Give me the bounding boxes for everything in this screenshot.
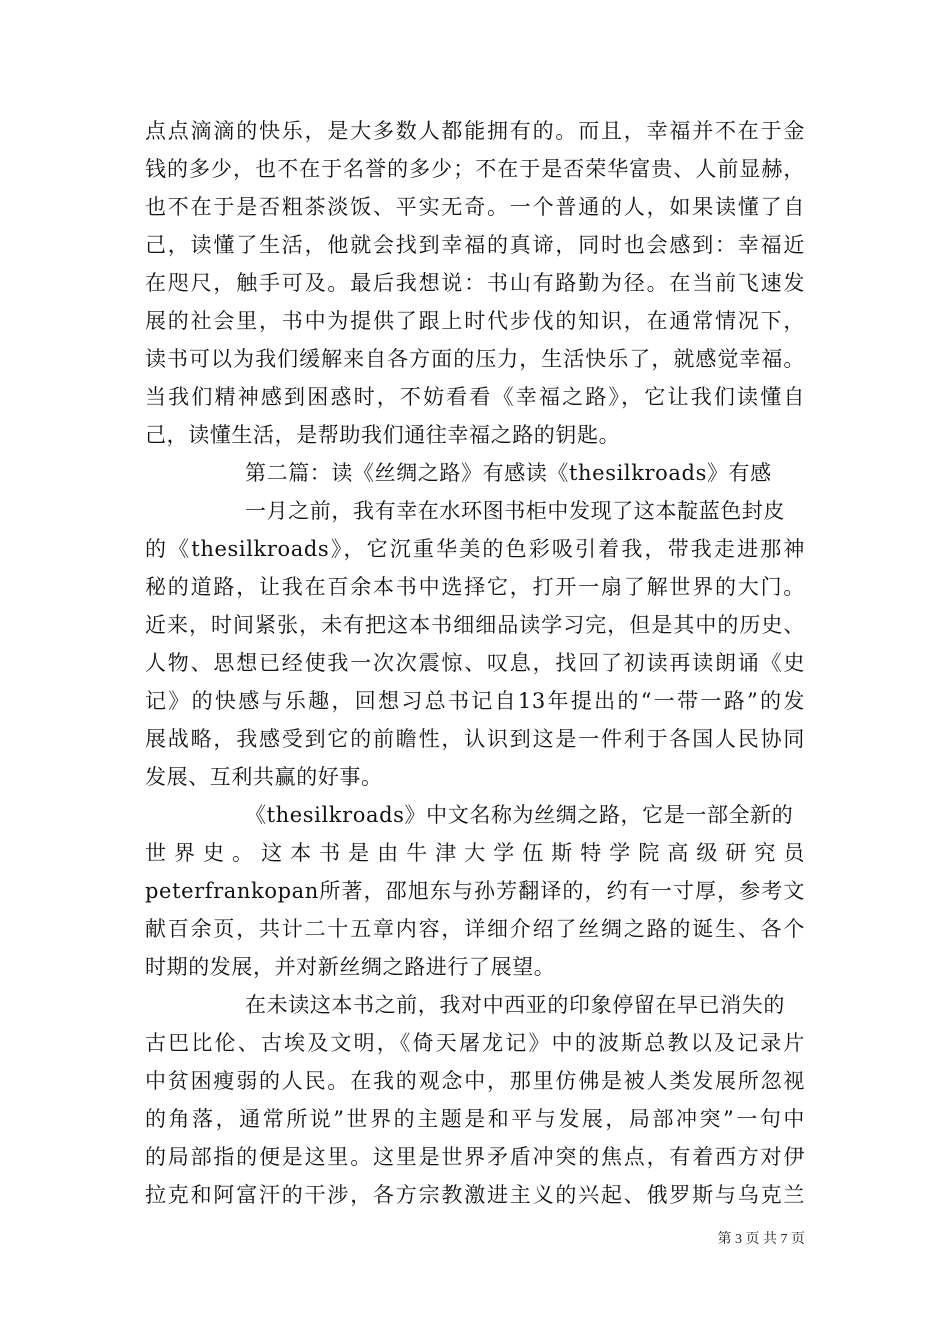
text-line: 世界史。这本书是由牛津大学伍斯特学院高级研究员 bbox=[145, 841, 805, 865]
text-line: 一月之前，我有幸在水环图书柜中发现了这本靛蓝色封皮 bbox=[245, 499, 785, 523]
text-line: 在咫尺，触手可及。最后我想说：书山有路勤为径。在当前飞速发 bbox=[145, 271, 805, 295]
text-line: 第二篇：读《丝绸之路》有感读《thesilkroads》有感 bbox=[245, 461, 772, 485]
text-line: 献百余页，共计二十五章内容，详细介绍了丝绸之路的诞生、各个 bbox=[145, 917, 805, 941]
text-line: peterfrankopan所著，邵旭东与孙芳翻译的，约有一寸厚，参考文 bbox=[145, 879, 805, 903]
text-line: 展战略，我感受到它的前瞻性，认识到这是一件利于各国人民协同 bbox=[145, 727, 805, 751]
text-line: 点点滴滴的快乐，是大多数人都能拥有的。而且，幸福并不在于金 bbox=[145, 119, 805, 143]
text-line: 的角落，通常所说”世界的主题是和平与发展，局部冲突”一句中 bbox=[145, 1107, 805, 1131]
text-line: 的《thesilkroads》，它沉重华美的色彩吸引着我，带我走进那神 bbox=[145, 537, 805, 561]
page-footer: 第 3 页 共 7 页 bbox=[717, 1232, 805, 1247]
text-line: 拉克和阿富汗的干涉，各方宗教激进主义的兴起、俄罗斯与乌克兰 bbox=[145, 1183, 805, 1207]
text-line: 近来，时间紧张，未有把这本书细细品读学习完，但是其中的历史、 bbox=[145, 613, 805, 637]
text-line: 己，读懂了生活，他就会找到幸福的真谛，同时也会感到：幸福近 bbox=[145, 233, 805, 257]
text-line: 读书可以为我们缓解来自各方面的压力，生活快乐了，就感觉幸福。 bbox=[145, 347, 805, 371]
text-line: 古巴比伦、古埃及文明，《倚天屠龙记》中的波斯总教以及记录片 bbox=[145, 1031, 805, 1055]
text-line: 也不在于是否粗茶淡饭、平实无奇。一个普通的人，如果读懂了自 bbox=[145, 195, 805, 219]
text-line: 展的社会里，书中为提供了跟上时代步伐的知识，在通常情况下， bbox=[145, 309, 805, 333]
text-line: 当我们精神感到困惑时，不妨看看《幸福之路》，它让我们读懂自 bbox=[145, 385, 805, 409]
text-line: 的局部指的便是这里。这里是世界矛盾冲突的焦点，有着西方对伊 bbox=[145, 1145, 805, 1169]
text-line: 发展、互利共赢的好事。 bbox=[145, 765, 383, 789]
text-line: 记》的快感与乐趣，回想习总书记自13年提出的“一带一路”的发 bbox=[145, 689, 805, 713]
text-line: 时期的发展，并对新丝绸之路进行了展望。 bbox=[145, 955, 556, 979]
text-line: 《thesilkroads》中文名称为丝绸之路，它是一部全新的 bbox=[245, 803, 794, 827]
text-line: 钱的多少，也不在于名誉的多少；不在于是否荣华富贵、人前显赫， bbox=[145, 157, 805, 181]
text-line: 己，读懂生活，是帮助我们通往幸福之路的钥匙。 bbox=[145, 423, 621, 447]
text-line: 秘的道路，让我在百余本书中选择它，打开一扇了解世界的大门。 bbox=[145, 575, 805, 599]
text-line: 人物、思想已经使我一次次震惊、叹息，找回了初读再读朗诵《史 bbox=[145, 651, 805, 675]
text-line: 中贫困瘦弱的人民。在我的观念中，那里仿佛是被人类发展所忽视 bbox=[145, 1069, 805, 1093]
text-line: 在未读这本书之前，我对中西亚的印象停留在早已消失的 bbox=[245, 993, 785, 1017]
